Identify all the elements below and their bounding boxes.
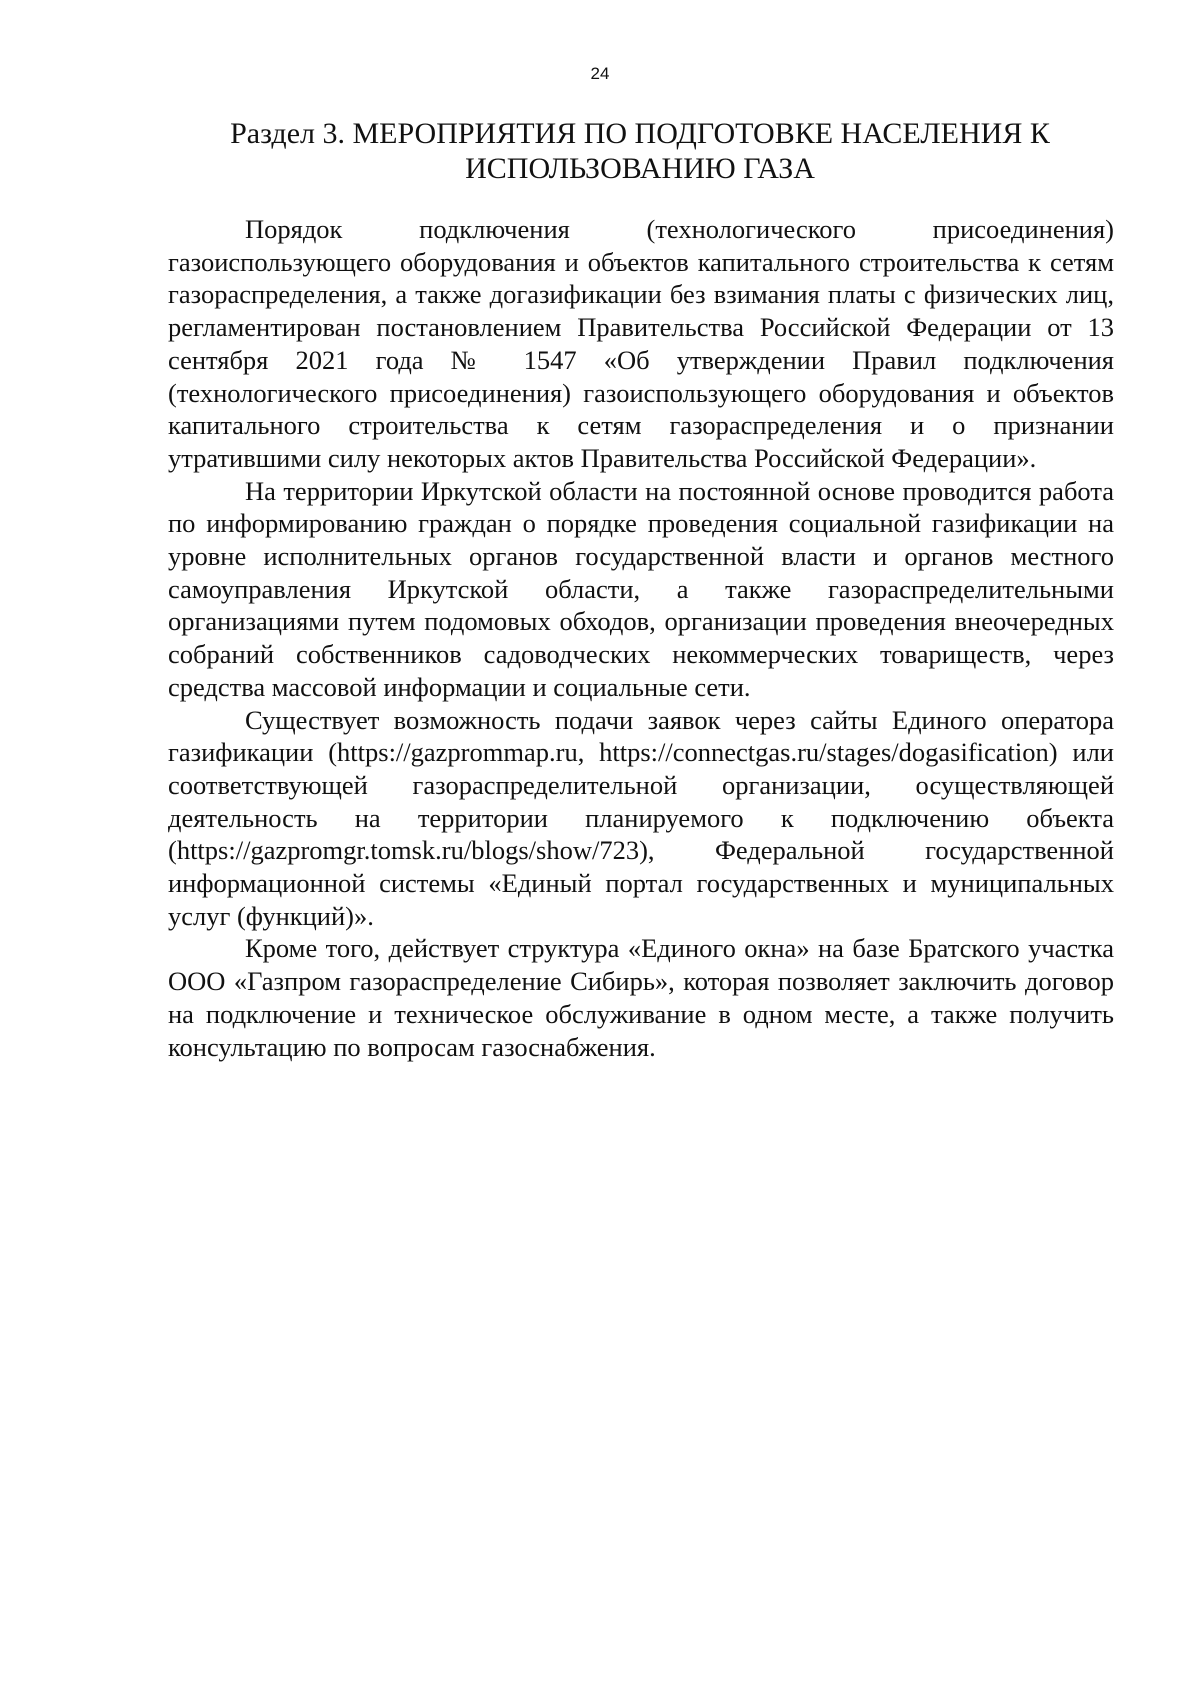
paragraph-connection-procedure: Порядок подключения (технологического присоединения) газоиспользующего оборудования и объектов капитального строительства к сетям газораспределения, а также догазификации без взимания платы с физических лиц, регламентирован постановлением Правительства Российской Федерации от 13 сентября 2021 года № 1547 «Об утверждении Правил подключения (технологического присоединения) газоиспользующего оборудования и объектов капитального строительства к сетям газораспределения и о признании утратившими силу некоторых актов Правительства Российской Федерации».	[168, 214, 1114, 473]
paragraph-single-window: Кроме того, действует структура «Единого окна» на базе Братского участка ООО «Газпром газораспределение Сибирь», которая позволяет заключить договор на подключение и техническое обслуживание в одном месте, а также получить консультацию по вопросам газоснабжения.	[168, 933, 1114, 1062]
section-title: Раздел 3. МЕРОПРИЯТИЯ ПО ПОДГОТОВКЕ НАСЕЛЕНИЯ К ИСПОЛЬЗОВАНИЮ ГАЗА	[230, 117, 1050, 185]
document-body	[168, 213, 1114, 1063]
paragraph-application-websites: Существует возможность подачи заявок через сайты Единого оператора газификации (https://gazprommap.ru, https://connectgas.ru/stages/dogasification) или соответствующей газораспределительной организации, осуществляющей деятельность на территории планируемого к подключению объекта (https://gazpromgr.tomsk.ru/blogs/show/723), Федеральной государственной информационной системы «Единый портал государственных и муниципальных услуг (функций)».	[168, 704, 1114, 931]
paragraph-informing-citizens: На территории Иркутской области на постоянной основе проводится работа по информированию граждан о порядке проведения социальной газификации на уровне исполнительных органов государственной власти и органов местного самоуправления Иркутской области, а также газораспределительными организациями путем подомовых обходов, организации проведения внеочередных собраний собственников садоводческих некоммерческих товариществ, через средства массовой информации и социальные сети.	[168, 475, 1114, 702]
page-number: 24	[590, 64, 610, 83]
